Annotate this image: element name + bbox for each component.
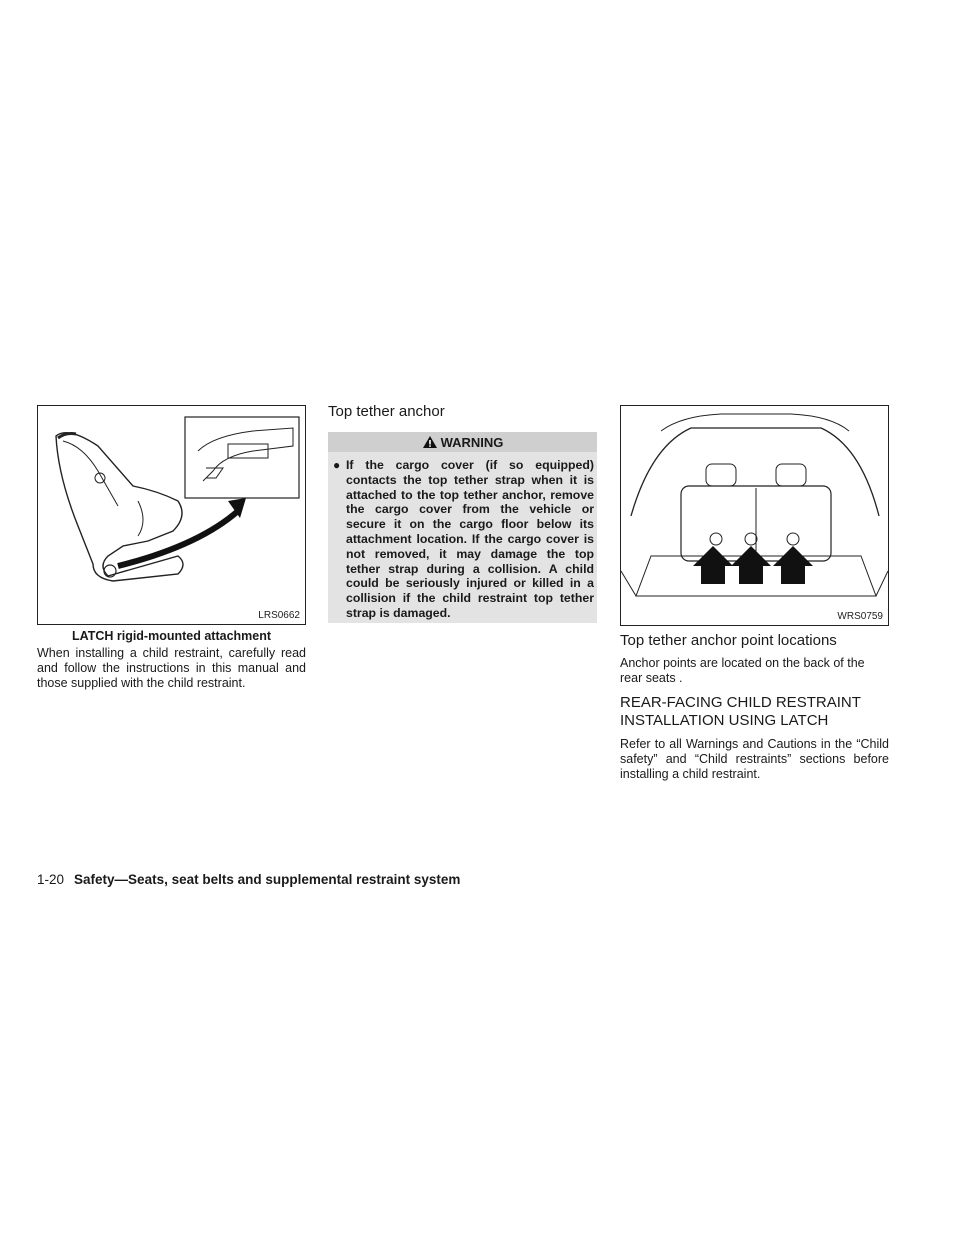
figure-code: LRS0662 — [258, 610, 300, 621]
refer-warnings-paragraph: Refer to all Warnings and Cautions in the “Child safety” and “Child restraints” sections before installing a child restraint. — [620, 737, 889, 781]
latch-seat-illustration — [38, 406, 305, 624]
latch-figure — [37, 405, 306, 625]
page-number: 1-20 — [37, 872, 65, 887]
top-tether-anchor-subheading: Top tether anchor — [328, 403, 445, 420]
latch-instructions-paragraph: When installing a child restraint, carefully read and follow the instructions in this manual and those supplied with the child restraint. — [37, 646, 306, 690]
section-title: Safety—Seats, seat belts and supplemental restraint system — [74, 872, 461, 887]
warning-text: If the cargo cover (if so equipped) contacts the top tether strap when it is attached to the top tether anchor, remove the cargo cover from the vehicle or secure it on the cargo floor below its attachment location. If the cargo cover is not removed, it may damage the top tether strap during a collision. A child could be seriously injured or killed in a collision if the child restraint top tether strap is damaged. — [346, 458, 594, 620]
warning-body — [328, 452, 597, 621]
cargo-area-figure — [620, 405, 889, 626]
cargo-area-illustration — [621, 406, 888, 625]
warning-header — [328, 432, 597, 452]
warning-box — [328, 432, 597, 623]
warning-title: WARNING — [440, 434, 504, 450]
bullet: ● — [333, 458, 341, 472]
rear-facing-heading: REAR-FACING CHILD RESTRAINT INSTALLATION USING LATCH — [620, 694, 861, 729]
anchor-points-paragraph: Anchor points are located on the back of the rear seats . — [620, 656, 865, 685]
figure-code: WRS0759 — [837, 611, 883, 622]
figure-caption: LATCH rigid-mounted attachment — [71, 629, 272, 643]
anchor-locations-caption: Top tether anchor point locations — [620, 632, 837, 649]
page-footer — [37, 872, 460, 887]
warning-triangle-icon — [422, 435, 438, 449]
